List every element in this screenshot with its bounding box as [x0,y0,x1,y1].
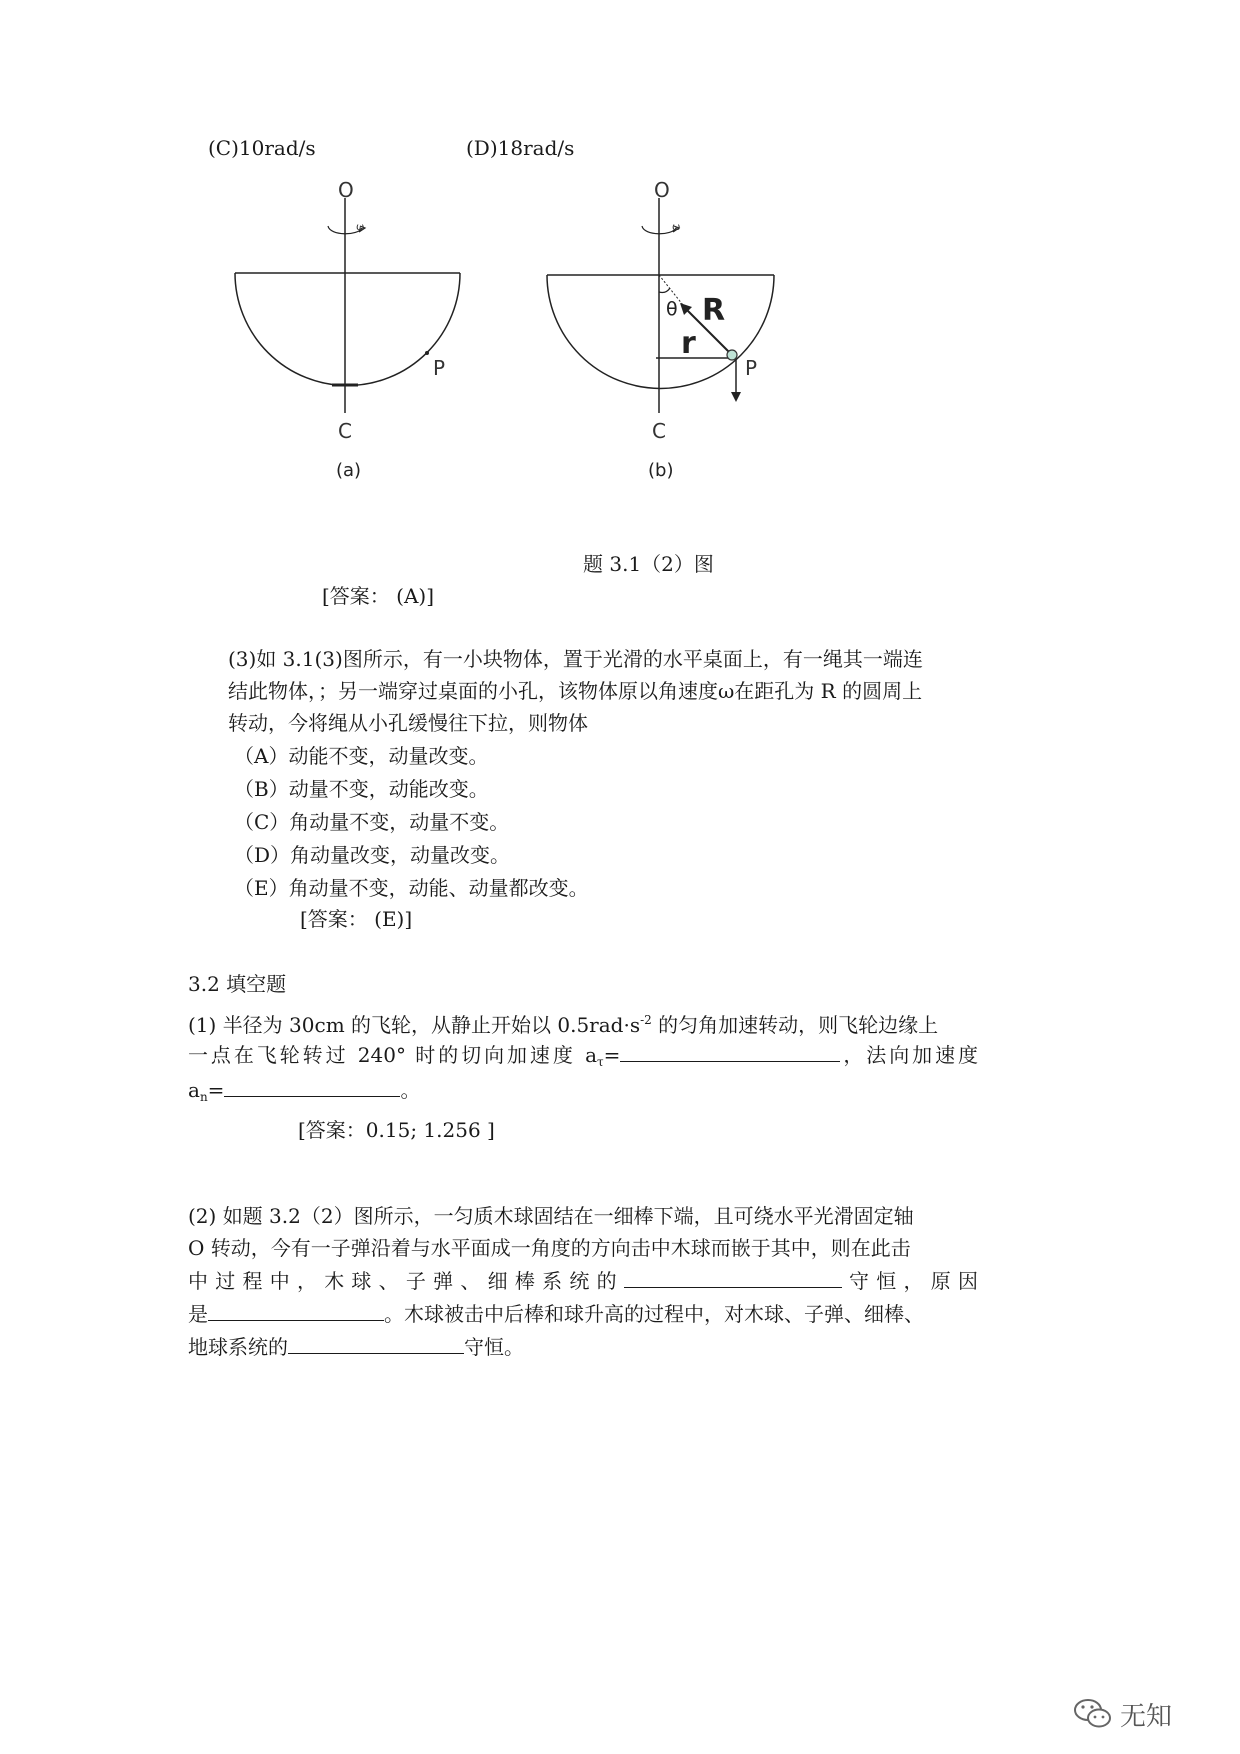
blank-conserved-quantity-2[interactable] [288,1333,464,1354]
figure-a [220,170,480,480]
q3-option-d: （D）角动量改变，动量改变。 [234,843,511,867]
ball-p-b [727,350,737,360]
q32-1-line-1: (1) 半径为 30cm 的飞轮，从静止开始以 $0.5rad\cdot s^{-2}$ 的匀角加速转动，则飞轮边缘上 [188,1013,939,1037]
hemisphere-a [235,273,460,386]
q3-option-a: （A）动能不变，动量改变。 [234,744,489,768]
q32-2-line-2: O 转动，今有一子弹沿着与水平面成一角度的方向击中木球而嵌于其中，则在此击 [188,1236,911,1260]
q3-line-1: (3)如 3.1(3)图所示，有一小块物体，置于光滑的水平桌面上，有一绳其一端连 [228,647,923,671]
label-o-b: O [654,178,670,202]
q3-line-3: 转动，今将绳从小孔缓慢往下拉，则物体 [228,711,588,735]
q3-option-b: （B）动量不变，动能改变。 [234,777,489,801]
label-r: r [681,326,696,361]
answer-q3: [答案： (E)] [300,907,413,931]
caption-b: (b) [648,460,674,480]
blank-reason[interactable] [208,1300,384,1321]
label-o-a: O [338,178,354,202]
blank-normal-acceleration[interactable] [224,1076,400,1097]
q3-option-e: （E）角动量不变，动能、动量都改变。 [234,876,589,900]
q32-2-line-4: 是 。木球被击中后棒和球升高的过程中，对木球、子弹、细棒、 [188,1302,924,1326]
section-title: 3.2 填空题 [188,972,287,996]
label-c-b: C [652,419,666,443]
answer-q32-1: [答案：0.15; 1.256 ] [298,1118,495,1142]
answer-q2: [答案： (A)] [322,584,435,608]
figure-b [530,170,810,480]
blank-tangential-acceleration[interactable] [620,1041,840,1062]
label-p-b: P [745,356,758,380]
label-p-a: P [433,356,446,380]
q3-line-2: 结此物体，；另一端穿过桌面的小孔，该物体原以角速度ω在距孔为 R 的圆周上 [228,679,923,703]
watermark-text: 无知 [1120,1702,1173,1732]
q32-2-line-3: 中过程中，木球、子弹、细棒系统的 守恒，原因 [188,1269,979,1293]
option-c: (C)10rad/s [208,136,316,160]
blank-conserved-quantity-1[interactable] [624,1267,842,1288]
option-d: (D)18rad/s [466,136,575,160]
wechat-icon [1072,1696,1114,1730]
label-c-a: C [338,419,352,443]
q32-2-line-1: (2) 如题 3.2（2）图所示，一匀质木球固结在一细棒下端，且可绕水平光滑固定轴 [188,1204,914,1228]
q3-option-c: （C）角动量不变，动量不变。 [234,810,510,834]
label-big-r: R [702,293,726,328]
figure-caption: 题 3.1（2）图 [583,552,714,576]
caption-a: (a) [336,460,362,480]
q32-1-line-3: $a_n=$ 。 [188,1078,421,1104]
q32-2-line-5: 地球系统的 守恒。 [188,1335,524,1359]
label-omega-b: ω [672,222,681,233]
point-p-a [425,351,429,355]
label-theta: θ [666,298,678,320]
q32-1-line-2: 一点在飞轮转过 240° 时的切向加速度 $a_\tau=$ ，法向加速度 [188,1043,979,1069]
label-omega-a: ω [356,222,365,233]
